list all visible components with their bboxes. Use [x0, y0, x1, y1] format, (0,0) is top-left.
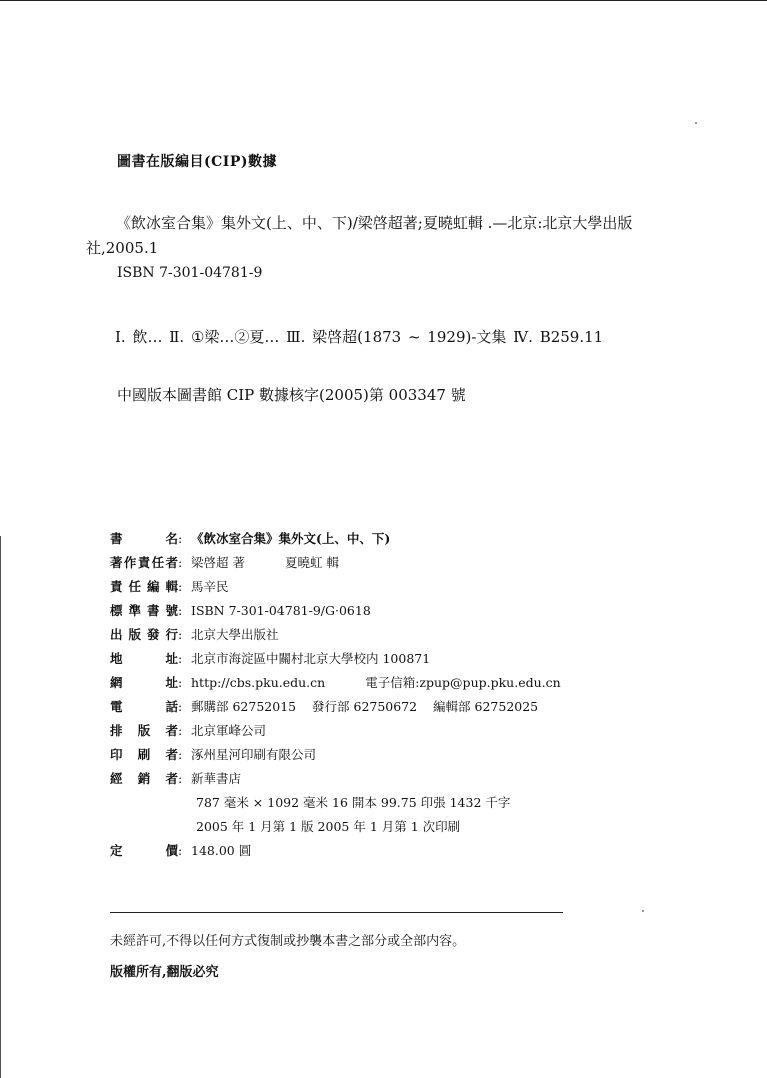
editorial-phone: 編輯部 62752025: [433, 699, 539, 714]
website-label: 網 址: [110, 675, 178, 690]
colophon-row-title: 書 名 : 《飲冰室合集》集外文(上、中、下): [110, 527, 590, 551]
website-value: [191, 671, 561, 695]
colophon-row-distributor: 經 銷 者 : 新華書店: [110, 767, 590, 791]
colophon-row-standard-number: 標 準 書 號 : ISBN 7-301-04781-9/G·0618: [110, 599, 590, 623]
email-address: zpup@pup.pku.edu.cn: [419, 675, 561, 690]
typesetter-value: 北京軍峰公司: [191, 723, 267, 738]
phone-value: [191, 695, 538, 719]
colophon-row-publisher: 出 版 發 行 : 北京大學出版社: [110, 623, 590, 647]
colophon-row-edition: [110, 815, 590, 839]
colophon-row-editor: 責 任 編 輯 : 馬辛民: [110, 575, 590, 599]
left-edge-line: [0, 536, 1, 1078]
authors-label: 著 作 責 任 者: [110, 555, 178, 570]
distribution-phone: 發行部 62750672: [312, 699, 418, 714]
colophon-row-phone: 電 話 : 郵購部 62752015 發行部 62750672 編輯部 62752025: [110, 695, 590, 719]
price-label: 定 價: [110, 843, 178, 858]
publisher-value: 北京大學出版社: [191, 627, 279, 642]
title-label: 書 名: [110, 531, 178, 546]
colophon-row-address: 地 址 : 北京市海淀區中關村北京大學校内 100871: [110, 647, 590, 671]
colophon-row-authors: 著 作 責 任 者 : 梁啓超 著 夏曉虹 輯: [110, 551, 590, 575]
rights-reserved: 版權所有,翻版必究: [110, 965, 219, 980]
address-label: 地 址: [110, 651, 178, 666]
author-credit: 梁啓超 著: [191, 555, 245, 570]
scan-speck: [642, 910, 644, 912]
standard-number-label: 標 準 書 號: [110, 603, 178, 618]
editor-value: 馬辛民: [191, 579, 229, 594]
mail-order-phone: 郵購部 62752015: [191, 699, 297, 714]
title-value: 《飲冰室合集》集外文(上、中、下): [191, 531, 391, 546]
edition-info: 2005 年 1 月第 1 版 2005 年 1 月第 1 次印刷: [196, 819, 461, 834]
cip-isbn: ISBN 7-301-04781-9: [117, 265, 263, 281]
colophon-row-printer: 印 刷 者 : 涿州星河印刷有限公司: [110, 743, 590, 767]
cip-bibliographic-entry: 《飲冰室合集》集外文(上、中、下)/梁啓超著;夏曉虹輯 .—北京:北京大學出版社,2005.1: [86, 214, 633, 257]
price-value: 148.00 圓: [191, 843, 252, 858]
editor-label: 責 任 編 輯: [110, 579, 178, 594]
editor-credit: 夏曉虹 輯: [284, 555, 339, 570]
website-url: http://cbs.pku.edu.cn: [191, 675, 326, 690]
copyright-notice: 未經許可,不得以任何方式復制或抄襲本書之部分或全部内容。: [110, 934, 466, 949]
cip-data-number: 中國版本圖書館 CIP 數據核字(2005)第 003347 號: [117, 386, 466, 404]
printer-value: 涿州星河印刷有限公司: [191, 747, 317, 762]
colophon-row-specs: [110, 791, 590, 815]
phone-label: 電 話: [110, 699, 178, 714]
distributor-value: 新華書店: [191, 771, 242, 786]
cip-subject-headings: Ⅰ. 飲… Ⅱ. ①梁…②夏… Ⅲ. 梁啓超(1873 ~ 1929)-文集 Ⅳ. B259.11: [115, 328, 604, 346]
colophon-row-price: 定 價 : 148.00 圓: [110, 839, 590, 863]
authors-value: [191, 551, 339, 575]
colophon-row-website: 網 址 : http://cbs.pku.edu.cn 電子信箱:zpup@pup.pku.edu.cn: [110, 671, 590, 695]
standard-number-value: ISBN 7-301-04781-9/G·0618: [191, 603, 371, 618]
distributor-label: 經 銷 者: [110, 771, 178, 786]
printer-label: 印 刷 者: [110, 747, 178, 762]
scan-speck: [695, 122, 697, 124]
top-edge-line: [0, 0, 767, 1]
address-value: 北京市海淀區中關村北京大學校内 100871: [191, 651, 431, 666]
colophon-row-typesetter: 排 版 者 : 北京軍峰公司: [110, 719, 590, 743]
section-divider: [110, 912, 563, 913]
publisher-label: 出 版 發 行: [110, 627, 178, 642]
email-label: 電子信箱:: [365, 675, 420, 690]
format-specs: 787 毫米 × 1092 毫米 16 開本 99.75 印張 1432 千字: [196, 795, 511, 810]
cip-heading: 圖書在版編目(CIP)數據: [117, 154, 277, 170]
typesetter-label: 排 版 者: [110, 723, 178, 738]
colophon: [110, 527, 590, 863]
